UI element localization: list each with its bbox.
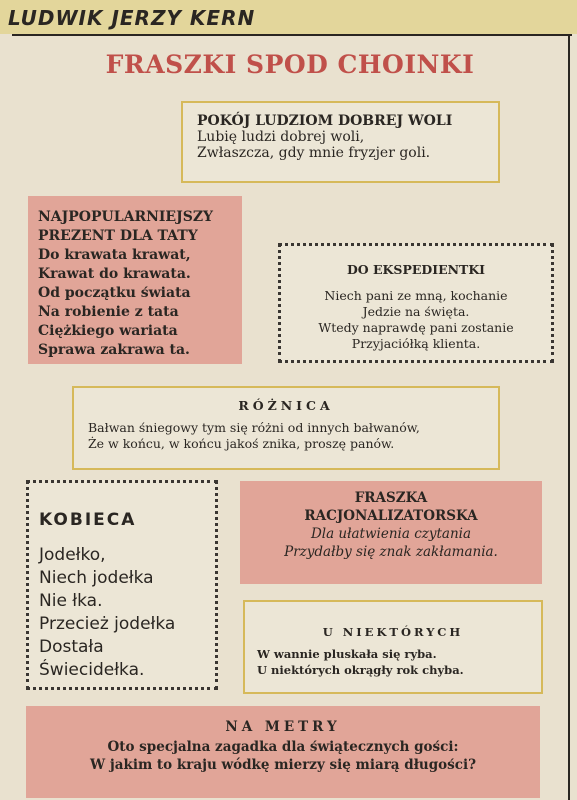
- poem-line: Oto specjalna zagadka dla świątecznych gości:: [107, 739, 459, 755]
- poem-line: Na robienie z tata: [38, 304, 179, 320]
- poem-fraszka-racjonalizatorska: [240, 481, 542, 584]
- poem-prezent-dla-taty: [28, 196, 242, 364]
- poem-line: Bałwan śniegowy tym się różni od innych bałwanów,: [88, 420, 420, 435]
- poem-line: Niech jodełka: [39, 568, 154, 588]
- poem-heading: RACJONALIZATORSKA: [304, 508, 478, 524]
- poem-line: W wannie pluskała się ryba.: [257, 647, 437, 661]
- poem-line: Sprawa zakrawa ta.: [38, 342, 190, 358]
- poem-line: Że w końcu, w końcu jakoś znika, proszę panów.: [88, 436, 395, 451]
- poem-heading: RÓŻNICA: [238, 398, 334, 413]
- poem-heading: U NIEKTÓRYCH: [322, 625, 464, 639]
- poem-line: Przecież jodełka: [39, 614, 176, 634]
- frame-line-right: [568, 34, 570, 800]
- poem-line: Lubię ludzi dobrej woli,: [197, 129, 365, 145]
- author-name: LUDWIK JERZY KERN: [0, 0, 577, 34]
- poem-u-niektorych: [243, 600, 543, 694]
- poem-heading-block: [250, 489, 532, 525]
- poem-line: Zwłaszcza, gdy mnie fryzjer goli.: [197, 145, 431, 161]
- poem-line: U niektórych okrągły rok chyba.: [257, 663, 464, 677]
- page-title: FRASZKI SPOD CHOINKI: [105, 50, 475, 79]
- poem-kobieca: [26, 480, 218, 690]
- poem-line: W jakim to kraju wódkę mierzy się miarą długości?: [89, 757, 477, 773]
- poem-line: Jedzie na święta.: [362, 304, 470, 319]
- poem-line: Dostała: [39, 637, 104, 657]
- poem-heading: DO EKSPEDIENTKI: [346, 262, 486, 277]
- poem-do-ekspedientki: [278, 243, 554, 363]
- poem-line: Dla ułatwienia czytania: [310, 526, 472, 542]
- poem-line: Do krawata krawat,: [38, 247, 191, 263]
- poem-line: Świecidełka.: [39, 660, 145, 680]
- poem-line: Niech pani ze mną, kochanie: [324, 288, 508, 303]
- poem-heading: NAJPOPULARNIEJSZY: [38, 209, 214, 225]
- poem-heading: FRASZKA: [354, 490, 428, 506]
- poem-line: Jodełko,: [39, 545, 106, 565]
- poem-heading: KOBIECA: [39, 510, 137, 530]
- poem-line: Przyjaciółką klienta.: [351, 336, 481, 351]
- poem-heading: POKÓJ LUDZIOM DOBREJ WOLI: [197, 113, 453, 129]
- poem-line: Ciężkiego wariata: [38, 323, 178, 339]
- poem-roznica: [72, 386, 500, 470]
- poem-heading: NA METRY: [225, 719, 341, 735]
- frame-line-top: [12, 34, 572, 36]
- poem-line: Wtedy naprawdę pani zostanie: [318, 320, 514, 335]
- poem-heading: PREZENT DLA TATY: [38, 228, 198, 244]
- poem-line: Przydałby się znak zakłamania.: [284, 544, 498, 560]
- poem-na-metry: [26, 706, 540, 798]
- poem-line: Nie łka.: [39, 591, 103, 611]
- poem-line: Krawat do krawata.: [38, 266, 191, 282]
- poem-pokoj-ludziom: [181, 101, 500, 183]
- poem-line: Od początku świata: [38, 285, 191, 301]
